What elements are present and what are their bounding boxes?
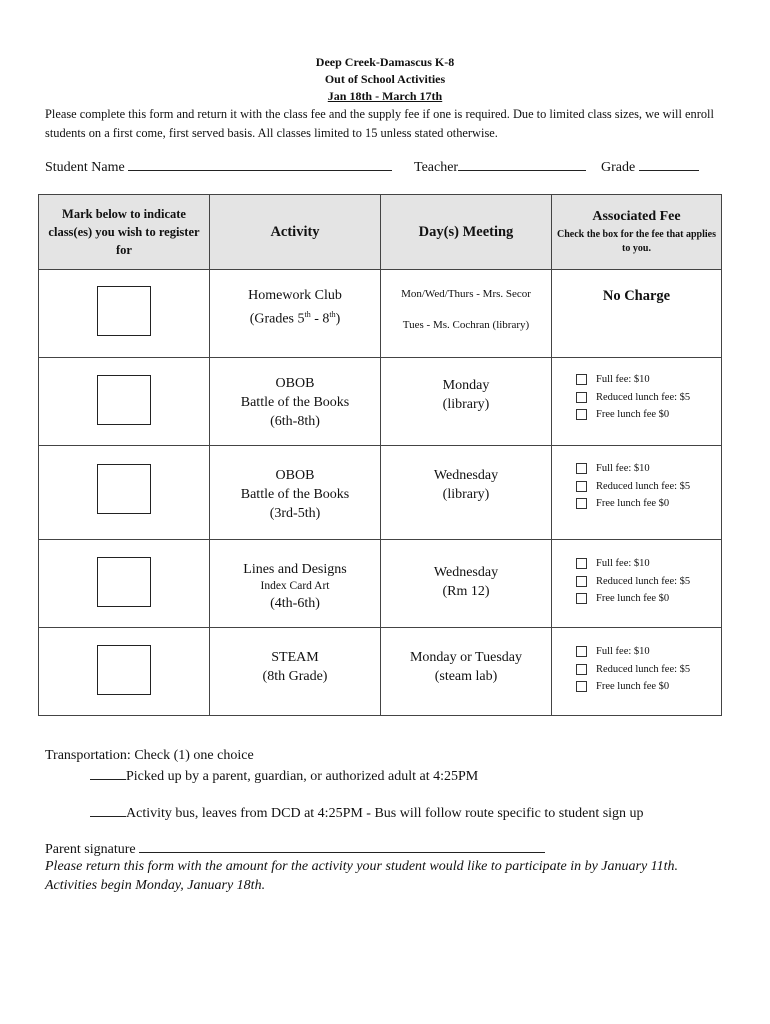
register-checkbox[interactable]: [97, 375, 151, 425]
days-meeting: Monday or Tuesday (steam lab): [409, 650, 522, 684]
header-days: Day(s) Meeting: [381, 195, 552, 270]
transportation-label: Transportation: Check (1) one choice: [45, 748, 254, 763]
fee-option-free: Free lunch fee $0: [576, 495, 721, 513]
fee-options: [552, 643, 721, 696]
teacher-field[interactable]: [458, 158, 586, 171]
fee-options: [552, 555, 721, 608]
fee-option-full: Full fee: $10: [576, 555, 721, 573]
register-checkbox[interactable]: [97, 286, 151, 336]
table-row: [39, 358, 722, 446]
transport-bus-blank[interactable]: [90, 804, 126, 817]
date-range: Jan 18th - March 17th: [327, 89, 443, 103]
fee-checkbox[interactable]: [576, 498, 587, 509]
fee-checkbox[interactable]: [576, 481, 587, 492]
instructions: Please complete this form and return it with the class fee and the supply fee if one is required. Due to limited class sizes, we will enroll students on a first come, first served basis. All classes limited to 15 unless stated otherwise.: [45, 107, 714, 140]
fee-option-full: Full fee: $10: [576, 643, 721, 661]
school-name: Deep Creek-Damascus K-8: [315, 55, 455, 69]
fee-checkbox[interactable]: [576, 646, 587, 657]
fee-checkbox[interactable]: [576, 664, 587, 675]
header-activity: Activity: [210, 195, 381, 270]
fee-option-full: Full fee: $10: [576, 371, 721, 389]
header-fee: Associated Fee Check the box for the fee that applies to you.: [552, 195, 722, 270]
fee-option-free: Free lunch fee $0: [576, 678, 721, 696]
fee-option-free: Free lunch fee $0: [576, 590, 721, 608]
grade-label: Grade: [601, 158, 699, 176]
table-row: [39, 446, 722, 540]
fee-option-free: Free lunch fee $0: [576, 406, 721, 424]
transport-option-bus: Activity bus, leaves from DCD at 4:25PM - Bus will follow route specific to student sign up: [90, 804, 644, 822]
form-header: [0, 54, 770, 105]
fee-options: [552, 371, 721, 424]
header-mark: Mark below to indicate class(es) you wish to register for: [39, 195, 210, 270]
transport-option-pickup: Picked up by a parent, guardian, or authorized adult at 4:25PM: [90, 767, 478, 785]
form-title: Out of School Activities: [324, 72, 446, 86]
register-checkbox[interactable]: [97, 645, 151, 695]
return-note: Please return this form with the amount for the activity your student would like to participate in by January 11th.: [45, 859, 679, 874]
no-charge-label: No Charge: [602, 288, 671, 304]
table-row: [39, 540, 722, 628]
fee-checkbox[interactable]: [576, 576, 587, 587]
fee-option-full: Full fee: $10: [576, 460, 721, 478]
fee-checkbox[interactable]: [576, 681, 587, 692]
fee-checkbox[interactable]: [576, 409, 587, 420]
fee-options: [552, 460, 721, 513]
fee-option-reduced: Reduced lunch fee: $5: [576, 661, 721, 679]
table-header-row: [39, 195, 722, 270]
fee-checkbox[interactable]: [576, 374, 587, 385]
teacher-label: Teacher: [414, 158, 586, 176]
activity-table: [38, 194, 722, 716]
student-name-label: Student Name: [45, 158, 392, 176]
register-checkbox[interactable]: [97, 557, 151, 607]
activity-name: Homework Club: [248, 288, 342, 303]
fee-option-reduced: Reduced lunch fee: $5: [576, 573, 721, 591]
signature-line: Parent signature: [45, 840, 545, 858]
signature-field[interactable]: [139, 840, 545, 853]
table-row: [39, 628, 722, 716]
fee-checkbox[interactable]: [576, 463, 587, 474]
fee-option-reduced: Reduced lunch fee: $5: [576, 478, 721, 496]
register-checkbox[interactable]: [97, 464, 151, 514]
activities-begin-note: Activities begin Monday, January 18th.: [45, 878, 266, 893]
student-name-field[interactable]: [128, 158, 392, 171]
fee-checkbox[interactable]: [576, 593, 587, 604]
activity-name: OBOB Battle of the Books (3rd-5th): [240, 468, 350, 521]
fee-checkbox[interactable]: [576, 392, 587, 403]
transport-pickup-blank[interactable]: [90, 767, 126, 780]
fee-option-reduced: Reduced lunch fee: $5: [576, 389, 721, 407]
activity-grades: (Grades 5th - 8th): [249, 310, 341, 327]
activity-name: OBOB Battle of the Books (6th-8th): [240, 376, 350, 429]
grade-field[interactable]: [639, 158, 699, 171]
days-meeting: Wednesday (library): [433, 468, 499, 502]
activity-name: STEAM (8th Grade): [262, 650, 328, 684]
fee-checkbox[interactable]: [576, 558, 587, 569]
activity-name: Lines and Designs Index Card Art (4th-6th): [243, 562, 347, 611]
days-meeting: Monday (library): [442, 378, 490, 412]
days-meeting: Wednesday (Rm 12): [433, 565, 499, 599]
table-row: [39, 270, 722, 358]
days-meeting: Mon/Wed/Thurs - Mrs. Secor Tues - Ms. Cochran (library): [401, 288, 531, 331]
